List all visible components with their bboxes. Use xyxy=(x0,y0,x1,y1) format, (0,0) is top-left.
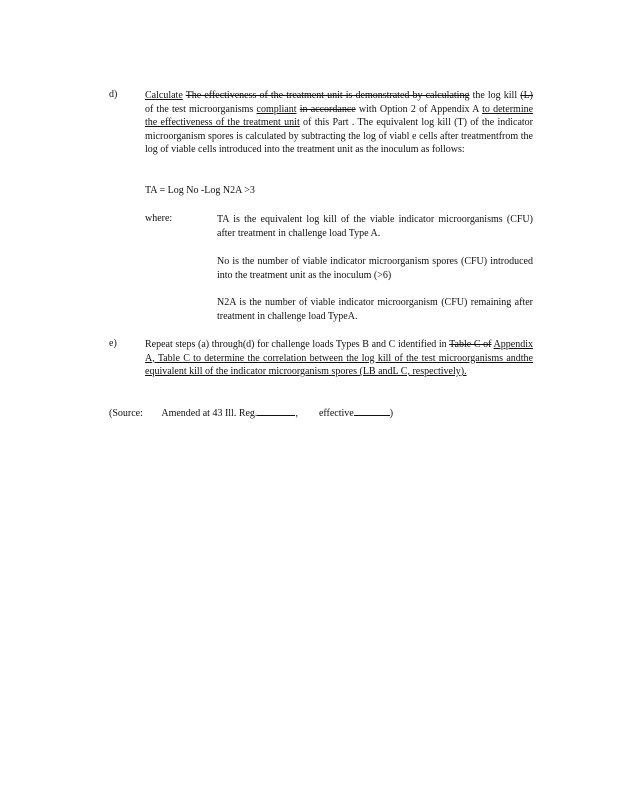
source-note xyxy=(109,406,393,419)
inserted-text: Calculate xyxy=(145,90,183,101)
body-text: Repeat steps (a) through(d) for challenge loads Types B and C identified in xyxy=(145,339,447,350)
body-text: with Option 2 of Appendix A xyxy=(358,103,479,115)
struck-text: Table C of xyxy=(449,339,492,350)
source-effective: effective xyxy=(318,408,354,419)
struck-text: The effectiveness of the treatment unit is demonstrated by calculating xyxy=(185,90,470,101)
source-comma: , xyxy=(295,408,298,419)
body-text: of the test microorganisms xyxy=(145,103,254,115)
section-d-label: d) xyxy=(109,89,118,100)
section-d-paragraph xyxy=(145,89,533,157)
where-label: where: xyxy=(145,213,173,224)
source-close: ) xyxy=(389,408,394,419)
source-open: (Source: xyxy=(109,408,143,419)
register-blank xyxy=(257,406,295,416)
equation: TA = Log No -Log N2A >3 xyxy=(145,185,255,196)
section-e-paragraph xyxy=(145,338,533,379)
body-text: the log kill xyxy=(472,90,518,101)
definition-ta: TA is the equivalent log kill of the viable indicator microorganisms (CFU) after treatment in challenge load Type A. xyxy=(217,214,533,239)
inserted-text: to determine the effectiveness of the treatment unit xyxy=(145,103,534,128)
inserted-text: Appendix A, Table C to determine the correlation between the log kill of the test microorganisms andthe equivalent kill of the indicator microorganism spores (LB andL C, respectively). xyxy=(145,339,533,377)
inserted-text: compliant xyxy=(256,103,297,115)
definition-n2a: N2A is the number of viable indicator microorganism (CFU) remaining after treatment in challenge load TypeA. xyxy=(217,297,533,322)
struck-text: (L) xyxy=(520,90,534,101)
definition-no: No is the number of viable indicator microorganism spores (CFU) introduced into the treatment unit as the inoculum (>6) xyxy=(217,256,533,281)
source-amended: Amended at 43 Ill. Reg. xyxy=(161,408,258,419)
body-text: of this Part . The equivalent log kill (T) of the indicator microorganism spores is calculated by subtracting the log of viabl e cells after treatmentfrom the log of viable cells introduced into the treatment unit as the inoculum as follows: xyxy=(145,117,533,155)
struck-text: in accordance xyxy=(299,103,356,115)
effective-date-blank xyxy=(354,406,390,416)
section-e-label: e) xyxy=(109,338,117,349)
